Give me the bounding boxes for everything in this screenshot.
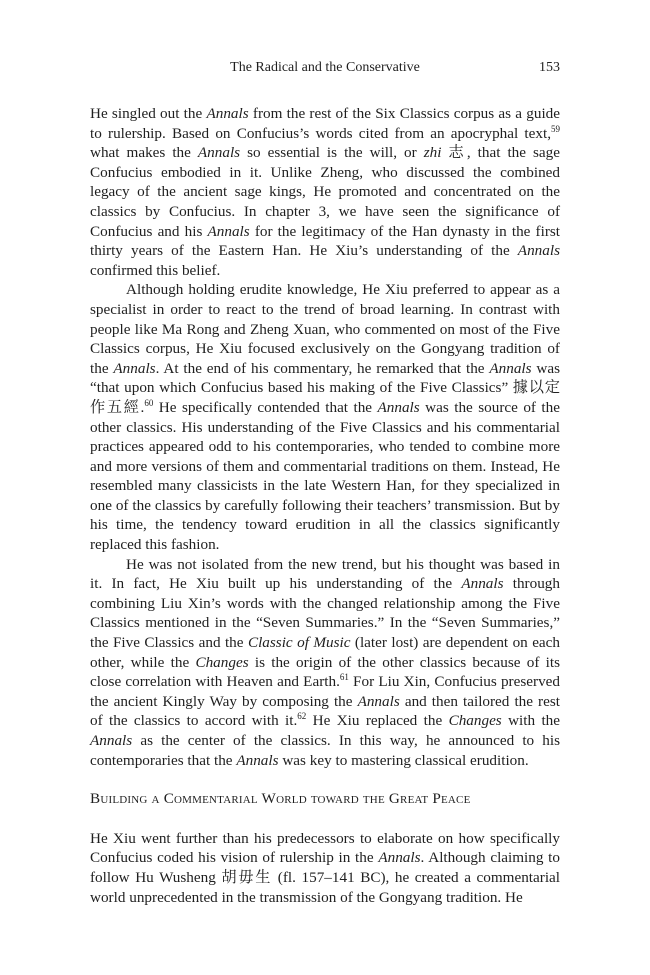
paragraph [90, 104, 560, 280]
text-run: . At the end of his commentary, he remarked that the [155, 359, 490, 377]
footnote-ref: 61 [339, 672, 349, 683]
footnote-ref: 60 [144, 397, 154, 408]
italic-text: Annals [378, 849, 421, 867]
text-run: so essential is the will, or [240, 144, 424, 162]
running-head [90, 58, 560, 78]
page-number: 153 [539, 60, 560, 75]
text-run: with the [501, 712, 560, 730]
paragraph [90, 280, 560, 554]
italic-text: Annals [113, 359, 156, 377]
italic-text: Annals [236, 751, 279, 769]
italic-text: Changes [195, 653, 249, 671]
footnote-ref: 62 [297, 711, 307, 722]
text-run: He Xiu replaced the [306, 712, 449, 730]
text-run: He Xiu went further than his predecessors to elaborate on how specifically Confucius coded his vision of rulership in the [90, 829, 560, 867]
footnote-ref: 59 [551, 123, 560, 134]
text-run: was key to mastering classical erudition. [278, 751, 529, 769]
text-run: was “that upon which Confucius based his making of the Five Classics” 據以定作五經. [90, 359, 561, 416]
text-run: He was not isolated from the new trend, but his thought was based in it. In fact, He Xiu built up his understanding of the [90, 555, 560, 593]
text-run: as the center of the classics. In this way, he announced to his contemporaries that the [90, 732, 560, 769]
text-run: . Although claiming to follow Hu Wusheng 胡毋生 (fl. 157–141 BC), he created a commentarial world unprecedented in the transmission of the Gongyang tradition. He [90, 849, 561, 906]
italic-text: Changes [448, 712, 502, 730]
text-run: what makes the [90, 144, 198, 162]
section-heading: Building a Commentarial World toward the Great Peace [90, 790, 471, 808]
text-run: for the legitimacy of the Han dynasty in the first thirty years of the Eastern Han. He Xiu’s understanding of the [90, 222, 561, 260]
paragraph [90, 829, 560, 907]
italic-text: Annals [357, 692, 400, 710]
italic-text: Annals [489, 359, 532, 377]
text-run: (later lost) are dependent on each other, while the [90, 634, 561, 671]
body-text [90, 104, 560, 907]
italic-text: Annals [197, 144, 241, 162]
paragraphs-before-heading [90, 104, 560, 770]
italic-text: Annals [207, 222, 250, 240]
text-run: Although holding erudite knowledge, He Xiu preferred to appear as a specialist in order to react to the trend of broad learning. In contrast with people like Ma Rong and Zheng Xuan, who commented on most of the Five Classics corpus, He Xiu focused exclusively on the Gongyang tradition of the [90, 281, 560, 377]
italic-text: Annals [206, 105, 249, 122]
text-run: For Liu Xin, Confucius preserved the ancient Kingly Way by composing the [90, 673, 560, 710]
text-run: 志, that the sage Confucius embodied in it. Unlike Zheng, who discussed the combined legacy of the ancient sage kings, He promoted and concentrated on the classics by Confucius. In chapter 3, we have seen the significance of Confucius and his [90, 144, 560, 240]
text-run: through combining Liu Xin’s words with the changed relationship among the Five Classics mentioned in the “Seven Summaries.” In the “Seven Summaries,” the Five Classics and the [90, 575, 560, 652]
running-title: The Radical and the Conservative [230, 60, 420, 75]
text-run: confirmed this belief. [90, 261, 221, 279]
text-run: was the source of the other classics. His understanding of the Five Classics and his commentarial practices appeared odd to his contemporaries, who tended to combine more and more versions of them and commentarial traditions on them. Instead, He resembled many classicists in the late Western Han, for they specialized in one of the classics by carefully following their teachers’ transmission. But by his time, the tendency toward erudition in all the classics significantly replaced this fashion. [90, 398, 560, 554]
paragraph [90, 555, 560, 771]
text-run: He specifically contended that the [153, 398, 378, 416]
text-run: and then tailored the rest of the classics to accord with it. [90, 692, 560, 730]
italic-text: zhi [423, 144, 442, 162]
text-run: from the rest of the Six Classics corpus as a guide to rulership. Based on Confucius’s words cited from an apocryphal text, [90, 105, 560, 142]
italic-text: Classic of Music [247, 634, 351, 652]
italic-text: Annals [377, 398, 420, 416]
paragraphs-after-heading [90, 829, 560, 907]
italic-text: Annals [90, 732, 133, 749]
text-run: is the origin of the other classics because of its close correlation with Heaven and Earth. [90, 653, 560, 691]
italic-text: Annals [461, 575, 504, 593]
italic-text: Annals [517, 242, 560, 260]
text-run: He singled out the [90, 105, 207, 122]
